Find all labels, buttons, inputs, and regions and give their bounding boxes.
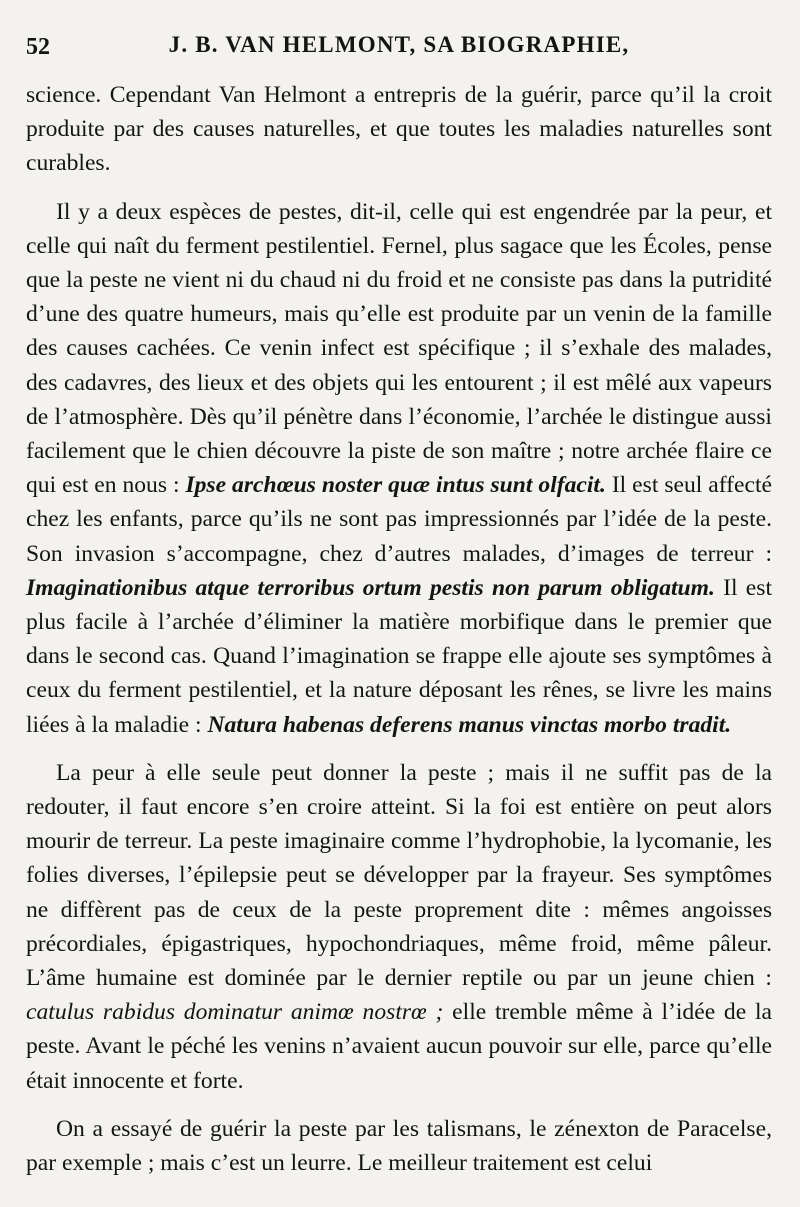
latin-quotation: catulus rabidus dominatur animœ nostrœ ; <box>26 999 444 1026</box>
paragraph-4 <box>26 1112 772 1180</box>
page-number: 52 <box>26 34 50 60</box>
text-segment: elle tremble même à l’idée de la peste. Avant le péché les venins n’avaient aucun pouvoir sur elle, parce qu’elle était innocente et forte. <box>26 999 772 1094</box>
running-title: J. B. VAN HELMONT, SA BIOGRAPHIE, <box>168 32 630 57</box>
text-segment: Il est plus facile à l’archée d’éliminer la matière morbifique dans le premier que dans le second cas. Quand l’imagination se frappe elle ajoute ses symptômes à ceux du ferment pestilentiel, et la nature déposant les rênes, se livre les mains liées à la maladie : <box>26 574 772 738</box>
body-text <box>26 78 772 1180</box>
latin-quotation: Imaginationibus atque terroribus ortum pestis non parum obligatum. <box>26 574 715 601</box>
paragraph-2 <box>26 195 772 742</box>
page-header <box>26 26 772 72</box>
text-segment: La peur à elle seule peut donner la peste ; mais il ne suffit pas de la redouter, il faut encore s’en croire atteint. Si la foi est entière on peut alors mourir de terreur. La peste imaginaire comme l’hydrophobie, la lycomanie, les folies diverses, l’épilepsie peut se développer par la frayeur. Ses symptômes ne diffèrent pas de ceux de la peste proprement dite : mêmes angoisses précordiales, épigastriques, hypochondriaques, même froid, même pâleur. L’âme humaine est dominée par le dernier reptile ou par un jeune chien : <box>26 759 772 992</box>
paragraph-1 <box>26 78 772 181</box>
text-segment: science. Cependant Van Helmont a entrepris de la guérir, parce qu’il la croit produite par des causes naturelles, et que toutes les maladies naturelles sont curables. <box>26 82 772 177</box>
latin-quotation: Natura habenas deferens manus vinctas morbo tradit. <box>207 711 732 738</box>
latin-quotation: Ipse archœus noster quæ intus sunt olfacit. <box>185 472 606 499</box>
text-segment: Il y a deux espèces de pestes, dit-il, celle qui est engendrée par la peur, et celle qui naît du ferment pestilentiel. Fernel, plus sagace que les Écoles, pense que la peste ne vient ni du chaud ni du froid et ne consiste pas dans la putridité d’une des quatre humeurs, mais qu’elle est produite par un venin de la famille des causes cachées. Ce venin infect est spécifique ; il s’exhale des malades, des cadavres, des lieux et des objets qui les entourent ; il est mêlé aux vapeurs de l’atmosphère. Dès qu’il pénètre dans l’économie, l’archée le distingue aussi facilement que le chien découvre la piste de son maître ; notre archée flaire ce qui est en nous : <box>26 198 772 499</box>
text-segment: On a essayé de guérir la peste par les talismans, le zénexton de Paracelse, par exemple ; mais c’est un leurre. Le meilleur traitement est celui <box>26 1115 772 1177</box>
text-segment: Il est seul affecté chez les enfants, parce qu’ils ne sont pas impressionnés par l’idée de la peste. Son invasion s’accompagne, chez d’autres malades, d’images de terreur : <box>26 472 772 567</box>
paragraph-3 <box>26 756 772 1098</box>
